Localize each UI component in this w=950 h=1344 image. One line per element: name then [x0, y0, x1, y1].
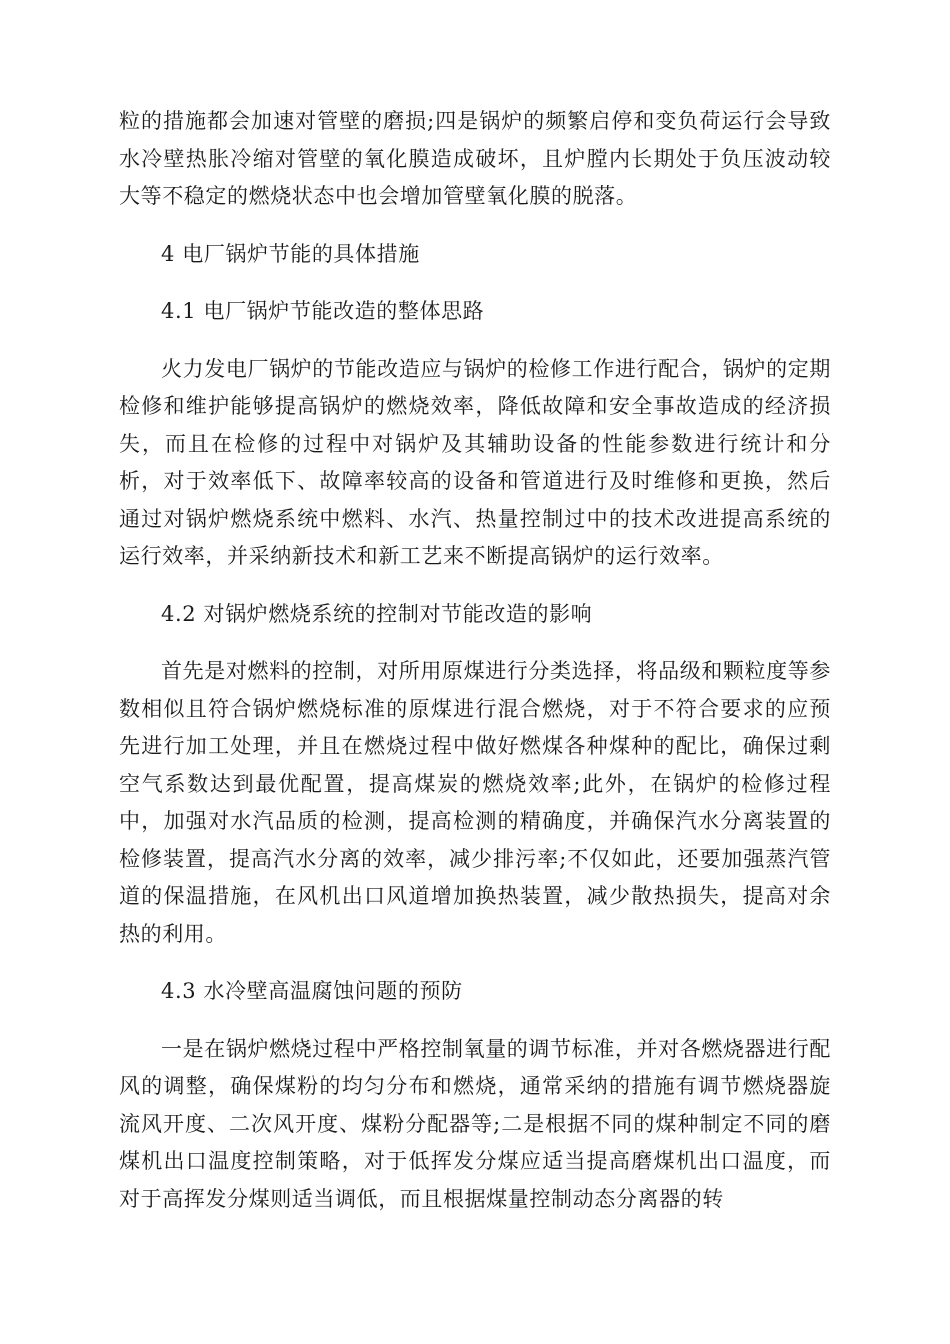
subsection-heading-4-1: 4.1 电厂锅炉节能改造的整体思路 [161, 299, 485, 323]
paragraph-overall-approach: 火力发电厂锅炉的节能改造应与锅炉的检修工作进行配合，锅炉的定期检修和维护能够提高锅炉的燃烧效率，降低故障和安全事故造成的经济损失，而且在检修的过程中对锅炉及其辅助设备的性能参数进行统计和分析，对于效率低下、故障率较高的设备和管道进行及时维修和更换，然后通过对锅炉燃烧系统中燃料、水汽、热量控制过中的技术改进提高系统的运行效率，并采纳新技术和新工艺来不断提高锅炉的运行效率。 [119, 356, 831, 568]
subsection-heading-4-2: 4.2 对锅炉燃烧系统的控制对节能改造的影响 [161, 601, 593, 626]
paragraph-continuation: 粒的措施都会加速对管壁的磨损;四是锅炉的频繁启停和变负荷运行会导致水冷壁热胀冷缩对管壁的氧化膜造成破坏，且炉膛内长期处于负压波动较大等不稳定的燃烧状态中也会增加管壁氧化膜的脱落。 [119, 109, 831, 208]
paragraph-combustion-control: 首先是对燃料的控制，对所用原煤进行分类选择，将品级和颗粒度等参数相似且符合锅炉燃烧标准的原煤进行混合燃烧，对于不符合要求的应预先进行加工处理，并且在燃烧过程中做好燃煤各种煤种的配比，确保过剩空气系数达到最优配置，提高煤炭的燃烧效率;此外，在锅炉的检修过程中，加强对水汽品质的检测，提高检测的精确度，并确保汽水分离装置的检修装置，提高汽水分离的效率，减少排污率;不仅如此，还要加强蒸汽管道的保温措施，在风机出口风道增加换热装置，减少散热损失，提高对余热的利用。 [119, 659, 831, 946]
paragraph-corrosion-prevention: 一是在锅炉燃烧过程中严格控制氧量的调节标准，并对各燃烧器进行配风的调整，确保煤粉的均匀分布和燃烧，通常采纳的措施有调节燃烧器旋流风开度、二次风开度、煤粉分配器等;二是根据不同的煤种制定不同的磨煤机出口温度控制策略，对于低挥发分煤应适当提高磨煤机出口温度，而对于高挥发分煤则适当调低，而且根据煤量控制动态分离器的转 [119, 1036, 831, 1211]
section-heading-4: 4 电厂锅炉节能的具体措施 [161, 241, 420, 266]
subsection-heading-4-3: 4.3 水冷壁高温腐蚀问题的预防 [161, 979, 463, 1003]
document-page [119, 103, 831, 1238]
